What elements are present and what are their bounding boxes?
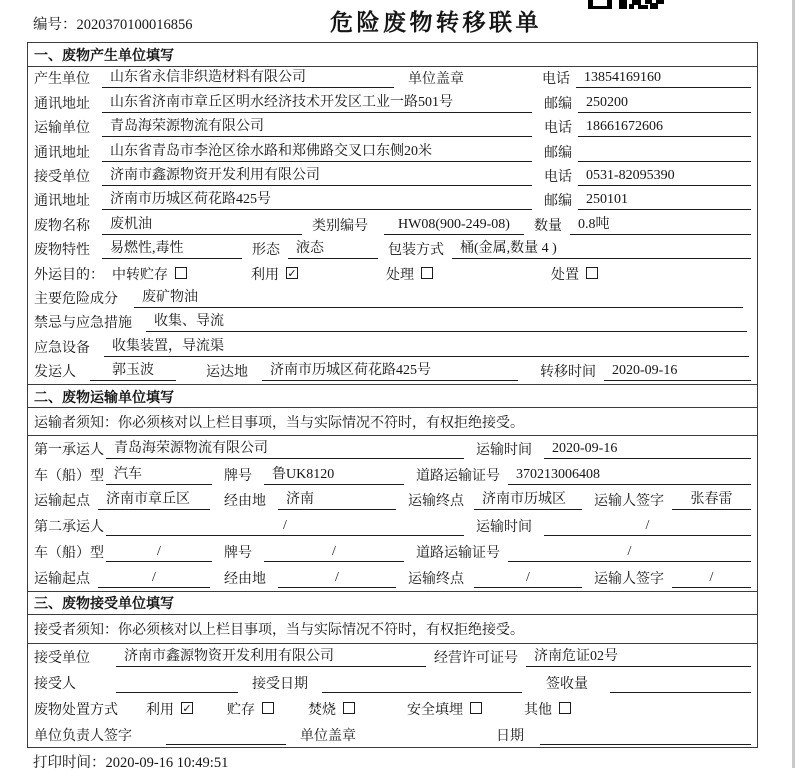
doc-number <box>33 13 193 34</box>
field-value: 250101 <box>578 192 751 210</box>
field-label: 单位负责人签字 <box>34 728 132 744</box>
field-value: 250200 <box>578 95 751 113</box>
field-value: HW08(900-249-08) <box>384 217 524 235</box>
field-label: 通讯地址 <box>34 194 90 210</box>
hazard-components <box>28 287 757 311</box>
field-label: 第一承运人 <box>34 442 104 458</box>
field-label: 道路运输证号 <box>416 546 500 562</box>
checkbox-label: 处置 <box>551 267 579 283</box>
checkbox-option <box>308 699 355 719</box>
field-label: 第二承运人 <box>34 520 104 536</box>
route-1 <box>28 488 757 514</box>
field-label: 通讯地址 <box>34 96 90 112</box>
field-label: 废物特性 <box>34 243 90 259</box>
checkbox-label: 处理 <box>386 267 414 283</box>
field-value: 青岛海荣源物流有限公司 <box>102 119 532 137</box>
field-value: 370213006408 <box>508 467 751 485</box>
field-value: 2020-09-16 <box>544 441 751 459</box>
print-time <box>33 751 228 772</box>
field-value: 济南市鑫源物资开发利用有限公司 <box>116 649 426 667</box>
transporter-unit <box>28 116 757 140</box>
field-value: 山东省青岛市李沧区徐水路和郑佛路交叉口东侧20米 <box>102 144 532 162</box>
field-value <box>322 676 522 693</box>
checkbox-option <box>386 264 433 284</box>
notice-text: 运输者须知：你必须核对以上栏目事项，当与实际情况不符时，有权拒绝接受。 <box>34 415 524 431</box>
route-2 <box>28 565 757 591</box>
section-header: 二、废物运输单位填写 <box>28 384 757 408</box>
field-value <box>540 728 751 745</box>
doc-number-label: 编号： <box>33 17 77 33</box>
receiver-notice <box>28 615 757 644</box>
field-label: 签收量 <box>546 676 588 692</box>
receive-unit <box>28 644 757 670</box>
qr-code-fragment-icon <box>588 0 664 10</box>
field-value: / <box>106 518 464 536</box>
field-value <box>610 676 751 693</box>
section-header: 三、废物接受单位填写 <box>28 591 757 615</box>
checkbox-label: 贮存 <box>227 702 255 718</box>
field-value <box>116 676 238 693</box>
field-label: 形态 <box>252 243 280 259</box>
field-label: 运输终点 <box>408 494 464 510</box>
field-value: 2020-09-16 <box>604 363 751 381</box>
field-label: 禁忌与应急措施 <box>34 316 132 332</box>
field-label: 运输时间 <box>476 442 532 458</box>
field-value: / <box>672 570 751 588</box>
transfer-purpose <box>28 262 757 286</box>
field-value: 济南市鑫源物资开发利用有限公司 <box>102 168 532 186</box>
emergency-equipment <box>28 335 757 359</box>
field-label: 通讯地址 <box>34 145 90 161</box>
field-label: 电话 <box>544 121 572 137</box>
field-label: 车（船）型 <box>34 468 104 484</box>
waste-name <box>28 213 757 237</box>
field-label: 单位盖章 <box>300 728 356 744</box>
field-label: 废物处置方式 <box>34 702 118 718</box>
field-value: / <box>544 518 751 536</box>
checkbox-unchecked-icon <box>559 702 571 714</box>
field-label: 产生单位 <box>34 72 90 88</box>
print-time-value: 2020-09-16 10:49:51 <box>105 755 229 771</box>
field-label: 转移时间 <box>540 365 596 381</box>
field-value <box>578 145 751 162</box>
field-label: 电话 <box>544 169 572 185</box>
field-value: / <box>474 570 582 588</box>
section-header: 一、废物产生单位填写 <box>28 43 757 67</box>
first-carrier <box>28 436 757 462</box>
field-value: 济南市章丘区 <box>98 492 210 510</box>
field-label: 类别编号 <box>312 218 368 234</box>
checkbox-label: 焚烧 <box>308 702 336 718</box>
responsible-sign <box>28 722 757 748</box>
checkbox-label: 中转贮存 <box>112 267 168 283</box>
field-label: 运达地 <box>206 365 248 381</box>
field-value: 汽车 <box>106 467 212 485</box>
field-label: 经由地 <box>224 494 266 510</box>
emergency-measures <box>28 311 757 335</box>
checkbox-checked-icon: ✓ <box>287 266 297 280</box>
field-label: 接受单位 <box>34 169 90 185</box>
notice-text: 接受者须知：你必须核对以上栏目事项，当与实际情况不符时，有权拒绝接受。 <box>34 622 524 638</box>
receiver-address <box>28 189 757 213</box>
field-label: 外运目的： <box>34 267 104 283</box>
vehicle-1 <box>28 462 757 488</box>
field-value: 易燃性,毒性 <box>102 241 242 259</box>
field-value: 山东省济南市章丘区明水经济技术开发区工业一路501号 <box>102 95 532 113</box>
field-label: 运输时间 <box>476 520 532 536</box>
field-value: 张春雷 <box>672 492 751 510</box>
window-edge-line <box>792 0 795 768</box>
field-label: 邮编 <box>544 145 572 161</box>
field-value: 郭玉波 <box>90 363 176 381</box>
field-label: 运输单位 <box>34 121 90 137</box>
field-label: 应急设备 <box>34 340 90 356</box>
field-label: 运输起点 <box>34 571 90 587</box>
dispatch-info <box>28 360 757 384</box>
doc-number-value: 2020370100016856 <box>76 17 193 33</box>
checkbox-unchecked-icon <box>343 702 355 714</box>
checkbox-label: 安全填埋 <box>407 702 463 718</box>
field-value: 收集、导流 <box>146 314 747 332</box>
checkbox-label: 其他 <box>524 702 552 718</box>
field-value: 济南市历城区 <box>474 492 582 510</box>
receive-person <box>28 670 757 696</box>
second-carrier <box>28 513 757 539</box>
field-label: 主要危险成分 <box>34 291 118 307</box>
field-label: 接受日期 <box>252 676 308 692</box>
field-value: / <box>264 544 404 562</box>
checkbox-unchecked-icon <box>586 267 598 279</box>
field-label: 电话 <box>542 72 570 88</box>
field-label: 废物名称 <box>34 218 90 234</box>
field-label: 接受单位 <box>34 650 90 666</box>
doc-title: 危险废物转移联单 <box>330 10 542 35</box>
field-value: 济南市历城区荷花路425号 <box>102 192 532 210</box>
field-value: 废矿物油 <box>134 290 743 308</box>
field-value: / <box>106 544 212 562</box>
checkbox-checked-icon: ✓ <box>182 701 192 715</box>
field-value: / <box>508 544 751 562</box>
field-value: 济南市历城区荷花路425号 <box>262 363 518 381</box>
checkbox-option <box>407 699 482 719</box>
field-label: 车（船）型 <box>34 546 104 562</box>
checkbox-unchecked-icon <box>470 702 482 714</box>
field-value: / <box>278 570 396 588</box>
field-value: 13854169160 <box>576 70 751 88</box>
field-label: 牌号 <box>224 468 252 484</box>
checkbox-option <box>524 699 571 719</box>
field-value: 鲁UK8120 <box>264 467 404 485</box>
checkbox-unchecked-icon <box>175 267 187 279</box>
checkbox-option <box>227 699 274 719</box>
field-value: 收集装置，导流渠 <box>104 339 749 357</box>
field-label: 运输人签字 <box>594 571 664 587</box>
producer-address <box>28 91 757 115</box>
field-value: / <box>98 570 210 588</box>
checkbox-label: 利用 <box>146 702 174 718</box>
field-value: 山东省永信非织造材料有限公司 <box>102 70 394 88</box>
field-label: 运输终点 <box>408 571 464 587</box>
disposal-method <box>28 696 757 722</box>
checkbox-option <box>146 699 193 719</box>
field-label: 日期 <box>496 728 524 744</box>
print-time-label: 打印时间： <box>33 755 106 771</box>
field-value: 废机油 <box>102 217 302 235</box>
field-label: 接受人 <box>34 676 76 692</box>
field-label: 经由地 <box>224 571 266 587</box>
field-label: 运输起点 <box>34 494 90 510</box>
field-value: 18661672606 <box>578 119 751 137</box>
field-label: 邮编 <box>544 194 572 210</box>
manifest-form <box>27 42 758 748</box>
waste-properties <box>28 238 757 262</box>
receiver-unit <box>28 165 757 189</box>
field-label: 牌号 <box>224 546 252 562</box>
transporter-notice <box>28 408 757 436</box>
checkbox-unchecked-icon <box>262 702 274 714</box>
field-label: 运输人签字 <box>594 494 664 510</box>
field-value <box>166 728 286 745</box>
field-value: 0531-82095390 <box>578 168 751 186</box>
transporter-address <box>28 140 757 164</box>
field-value: 济南 <box>278 492 396 510</box>
checkbox-option <box>551 264 598 284</box>
checkbox-unchecked-icon <box>421 267 433 279</box>
field-value: 济南危证02号 <box>526 649 751 667</box>
field-value: 液态 <box>288 241 378 259</box>
field-label: 邮编 <box>544 96 572 112</box>
field-value: 青岛海荣源物流有限公司 <box>106 441 464 459</box>
producer-unit <box>28 67 757 91</box>
field-label: 单位盖章 <box>408 72 464 88</box>
field-label: 包装方式 <box>388 243 444 259</box>
checkbox-option <box>112 264 187 284</box>
checkbox-option <box>251 264 298 284</box>
vehicle-2 <box>28 539 757 565</box>
field-label: 发运人 <box>34 365 76 381</box>
field-label: 经营许可证号 <box>434 650 518 666</box>
checkbox-label: 利用 <box>251 267 279 283</box>
field-value: 桶(金属,数量 4 ) <box>452 241 751 259</box>
field-label: 道路运输证号 <box>416 468 500 484</box>
field-label: 数量 <box>534 218 562 234</box>
field-value: 0.8吨 <box>570 217 751 235</box>
